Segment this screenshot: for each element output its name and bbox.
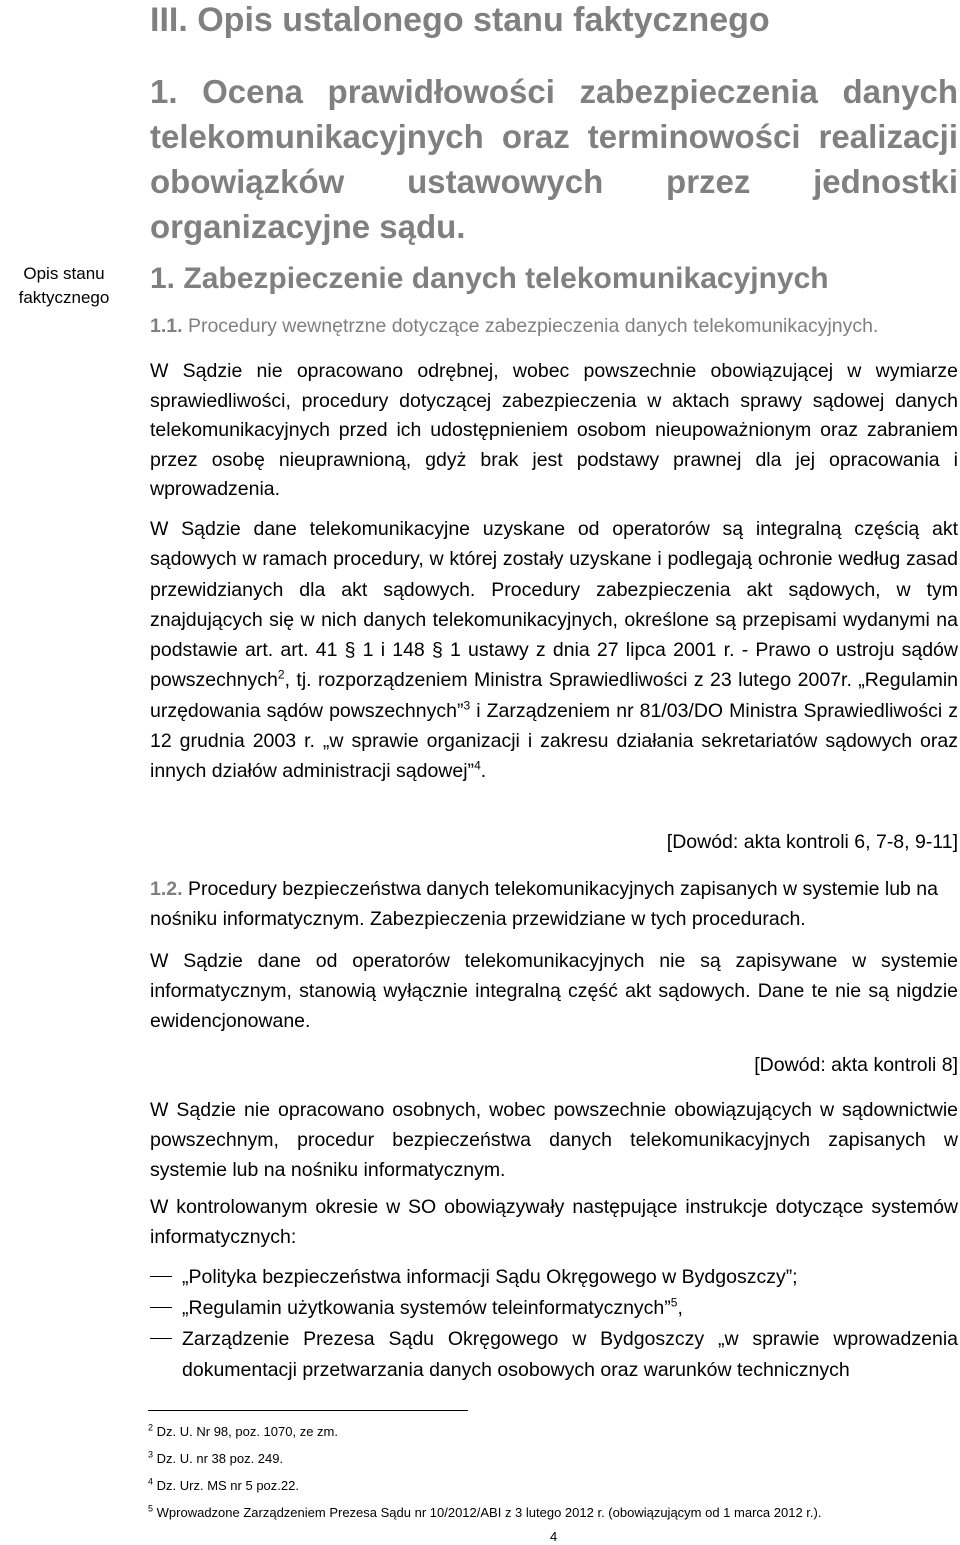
list-item-suffix: , — [677, 1297, 683, 1319]
paragraph-2-part-a: W Sądzie dane telekomunikacyjne uzyskane od operatorów są integralną częścią akt sądowych w ramach procedury, w której zostały uzyskane i podlegają ochronie według zasad przewidzianych dla akt sądowych. Procedury zabezpieczenia akt sądowych, w tym znajdujących się w nich danych telekomunikacyjnych, określone są przepisami wydanymi na podstawie art. art. 41 § 1 i 148 § 1 ustawy z dnia 27 lipca 2001 r. - Prawo o ustroju sądów powszechnych — [150, 518, 958, 692]
subsection-1-1-heading — [150, 261, 829, 297]
footnote — [148, 1478, 299, 1494]
paragraph-2 — [150, 514, 958, 787]
footnote-number: 4 — [148, 1476, 154, 1487]
section-title: III. Opis ustalonego stanu faktycznego — [150, 1, 770, 39]
paragraph-2-part-d: . — [480, 760, 487, 783]
footnote-number: 3 — [148, 1449, 154, 1460]
list-item-text: „Polityka bezpieczeństwa informacji Sądu Okręgowego w Bydgoszczy”; — [182, 1266, 798, 1288]
evidence-2: [Dowód: akta kontroli 8] — [754, 1054, 958, 1076]
footnote — [148, 1451, 283, 1467]
page-number: 4 — [550, 1529, 558, 1544]
footnote — [148, 1505, 821, 1521]
footnote-ref-3: 3 — [463, 698, 471, 713]
footnote-separator — [148, 1410, 468, 1411]
footnote-number: 5 — [148, 1503, 154, 1514]
paragraph-2-part-c: i Zarządzeniem nr 81/03/DO Ministra Sprawiedliwości z 12 grudnia 2003 r. „w sprawie organizacji i zakresu działania sekretariatów sądowych oraz innych działów administracji sądowej” — [150, 699, 959, 783]
paragraph-2-part-b: , tj. rozporządzeniem Ministra Sprawiedliwości z 23 lutego 2007r. „Regulamin urzędowania sądów powszechnych” — [150, 669, 958, 722]
paragraph-3: W Sądzie dane od operatorów telekomunikacyjnych nie są zapisywane w systemie informatycznym, stanowią wyłącznie integralną część akt sądowych. Dane te nie są nigdzie ewidencjonowane. — [150, 950, 958, 1032]
evidence-1: [Dowód: akta kontroli 6, 7-8, 9-11] — [666, 831, 958, 853]
heading-number: 1. — [150, 262, 176, 295]
footnote-text: Dz. U. Nr 98, poz. 1070, ze zm. — [156, 1424, 338, 1439]
item-number: 1.1. — [150, 315, 183, 337]
list-item — [150, 1293, 958, 1324]
item-1-2-heading — [150, 874, 958, 934]
footnote-number: 2 — [148, 1422, 154, 1433]
paragraph-4: W Sądzie nie opracowano osobnych, wobec powszechnie obowiązujących w sądownictwie powszechnym, procedur bezpieczeństwa danych telekomunikacyjnych zapisanych w systemie lub na nośniku informatycznym. — [150, 1099, 958, 1181]
heading-text: Zabezpieczenie danych telekomunikacyjnych — [183, 262, 829, 295]
subsection-title: 1. Ocena prawidłowości zabezpieczenia danych telekomunikacyjnych oraz terminowości realizacji obowiązków ustawowych przez jednostki organizacyjne sądu. — [150, 73, 958, 245]
item-1-1-heading — [150, 313, 958, 339]
list-item-text: Zarządzenie Prezesa Sądu Okręgowego w Bydgoszczy „w sprawie wprowadzenia dokumentacji przetwarzania danych osobowych oraz warunków technicznych — [182, 1328, 958, 1381]
footnote-text: Dz. Urz. MS nr 5 poz.22. — [156, 1478, 299, 1493]
footnote — [148, 1424, 338, 1440]
footnote-text: Wprowadzone Zarządzeniem Prezesa Sądu nr 10/2012/ABI z 3 lutego 2012 r. (obowiązującym od 1 marca 2012 r.). — [156, 1505, 822, 1520]
list-item — [150, 1262, 958, 1293]
dash-bullet-icon — [150, 1338, 172, 1339]
instructions-list — [150, 1262, 958, 1386]
margin-note: Opis stanu faktycznego — [18, 264, 110, 307]
footnote-ref-2: 2 — [277, 667, 285, 682]
paragraph-1: W Sądzie nie opracowano odrębnej, wobec powszechnie obowiązującej w wymiarze sprawiedliwości, procedury dotyczącej zabezpieczenia w aktach sprawy sądowej danych telekomunikacyjnych przed ich udostępnieniem osobom nieupoważnionym oraz zabraniem przez osobę nieuprawnioną, gdyż brak jest podstawy prawnej dla jej opracowania i wprowadzenia. — [150, 360, 958, 501]
list-item-text: „Regulamin użytkowania systemów teleinformatycznych” — [182, 1297, 671, 1319]
footnote-ref-5: 5 — [670, 1295, 678, 1310]
list-item — [150, 1324, 958, 1386]
item-text: Procedury wewnętrzne dotyczące zabezpieczenia danych telekomunikacyjnych. — [187, 315, 879, 337]
dash-bullet-icon — [150, 1307, 172, 1308]
paragraph-5: W kontrolowanym okresie w SO obowiązywały następujące instrukcje dotyczące systemów informatycznych: — [150, 1196, 958, 1248]
item-text: Procedury bezpieczeństwa danych telekomunikacyjnych zapisanych w systemie lub na nośniku informatycznym. Zabezpieczenia przewidziane w tych procedurach. — [150, 878, 938, 930]
item-number: 1.2. — [150, 878, 183, 900]
footnote-text: Dz. U. nr 38 poz. 249. — [156, 1451, 284, 1466]
footnote-ref-4: 4 — [474, 758, 481, 773]
dash-bullet-icon — [150, 1276, 172, 1277]
